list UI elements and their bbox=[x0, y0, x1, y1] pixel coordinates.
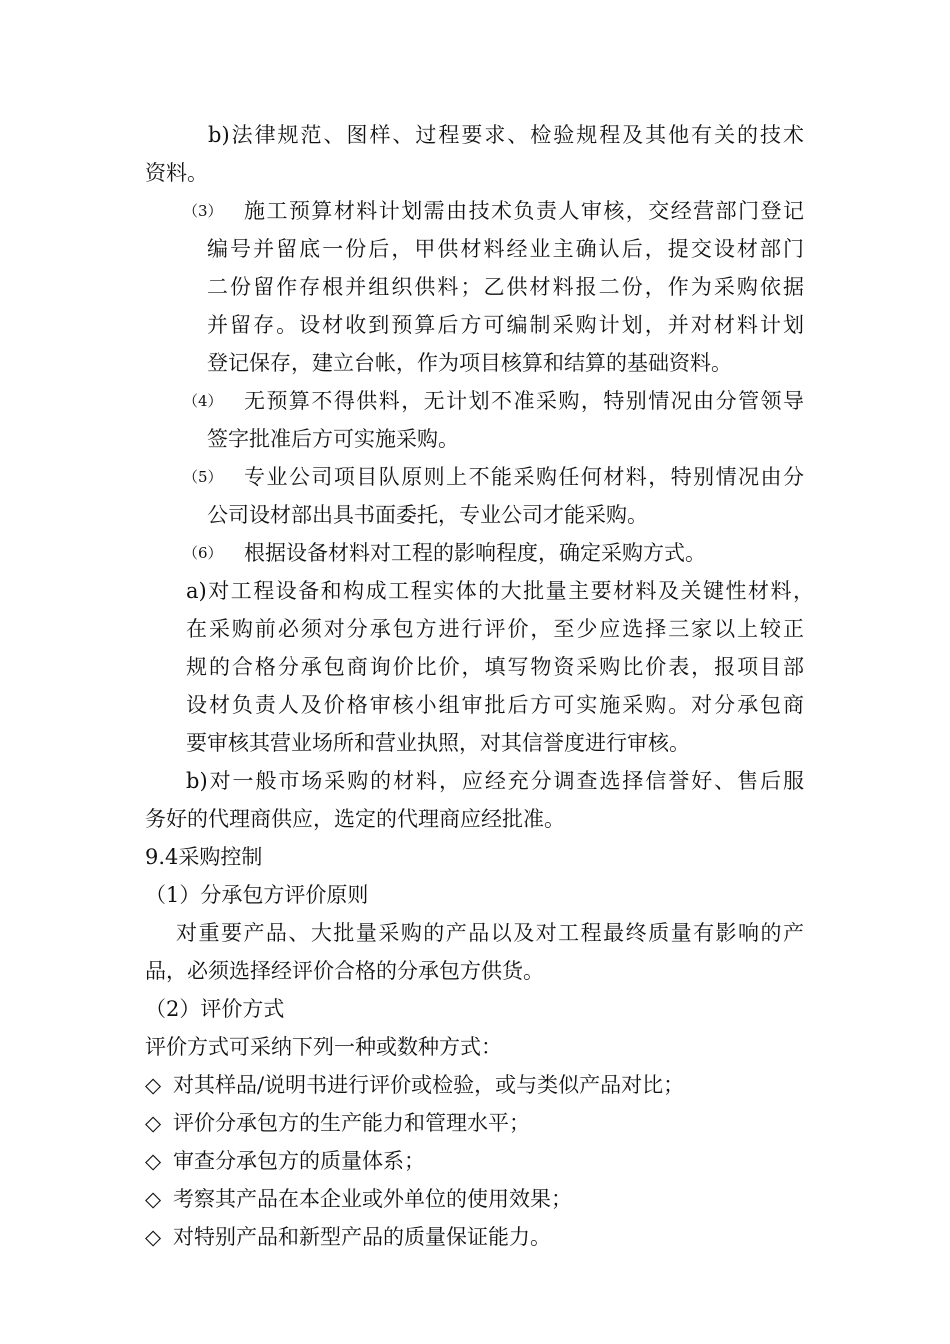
section-heading: 9.4采购控制 bbox=[145, 845, 263, 869]
paragraph-line: 设材负责人及价格审核小组审批后方可实施采购。对分承包商 bbox=[186, 693, 804, 717]
paragraph-line: 资料。 bbox=[145, 161, 208, 185]
paragraph-line: b)法律规范、图样、过程要求、检验规程及其他有关的技术 bbox=[208, 123, 804, 147]
list-item: 对其样品/说明书进行评价或检验，或与类似产品对比； bbox=[173, 1073, 685, 1097]
diamond-bullet-icon: ◇ bbox=[145, 1111, 162, 1135]
diamond-bullet-icon: ◇ bbox=[145, 1149, 162, 1173]
list-item: 对特别产品和新型产品的质量保证能力。 bbox=[173, 1225, 551, 1249]
item-line: 施工预算材料计划需由技术负责人审核，交经营部门登记 bbox=[244, 199, 804, 223]
paragraph-line: 务好的代理商供应，选定的代理商应经批准。 bbox=[145, 807, 565, 831]
diamond-bullet-icon: ◇ bbox=[145, 1187, 162, 1211]
list-item: 考察其产品在本企业或外单位的使用效果； bbox=[173, 1187, 572, 1211]
paragraph-line: 规的合格分承包商询价比价，填写物资采购比价表，报项目部 bbox=[186, 655, 804, 679]
subsection-heading: （1）分承包方评价原则 bbox=[145, 883, 369, 907]
paragraph-line: 在采购前必须对分承包方进行评价，至少应选择三家以上较正 bbox=[186, 617, 804, 641]
item-line: 专业公司项目队原则上不能采购任何材料，特别情况由分 bbox=[244, 465, 804, 489]
subsection-heading: （2）评价方式 bbox=[145, 997, 285, 1021]
diamond-bullet-icon: ◇ bbox=[145, 1073, 162, 1097]
item-number: （5） bbox=[183, 468, 223, 486]
paragraph-line: 要审核其营业场所和营业执照，对其信誉度进行审核。 bbox=[186, 731, 690, 755]
item-number: （4） bbox=[183, 392, 223, 410]
item-line: 编号并留底一份后，甲供材料经业主确认后，提交设材部门 bbox=[207, 237, 804, 261]
item-line: 无预算不得供料，无计划不准采购，特别情况由分管领导 bbox=[244, 389, 804, 413]
paragraph-line: 品，必须选择经评价合格的分承包方供货。 bbox=[145, 959, 544, 983]
item-line: 公司设材部出具书面委托，专业公司才能采购。 bbox=[207, 503, 648, 527]
paragraph-line: b)对一般市场采购的材料，应经充分调查选择信誉好、售后服 bbox=[186, 769, 804, 793]
paragraph-line: 对重要产品、大批量采购的产品以及对工程最终质量有影响的产 bbox=[176, 921, 804, 945]
item-line: 根据设备材料对工程的影响程度，确定采购方式。 bbox=[244, 541, 706, 565]
item-number: （6） bbox=[183, 544, 223, 562]
list-item: 评价分承包方的生产能力和管理水平； bbox=[173, 1111, 530, 1135]
item-line: 签字批准后方可实施采购。 bbox=[207, 427, 459, 451]
item-line: 登记保存，建立台帐，作为项目核算和结算的基础资料。 bbox=[207, 351, 732, 375]
paragraph-line: a)对工程设备和构成工程实体的大批量主要材料及关键性材料， bbox=[186, 579, 814, 603]
item-number: （3） bbox=[183, 202, 223, 220]
item-line: 并留存。设材收到预算后方可编制采购计划，并对材料计划 bbox=[207, 313, 804, 337]
list-item: 审查分承包方的质量体系； bbox=[173, 1149, 425, 1173]
diamond-bullet-icon: ◇ bbox=[145, 1225, 162, 1249]
item-line: 二份留作存根并组织供料；乙供材料报二份，作为采购依据 bbox=[207, 275, 804, 299]
paragraph-line: 评价方式可采纳下列一种或数种方式： bbox=[145, 1035, 502, 1059]
